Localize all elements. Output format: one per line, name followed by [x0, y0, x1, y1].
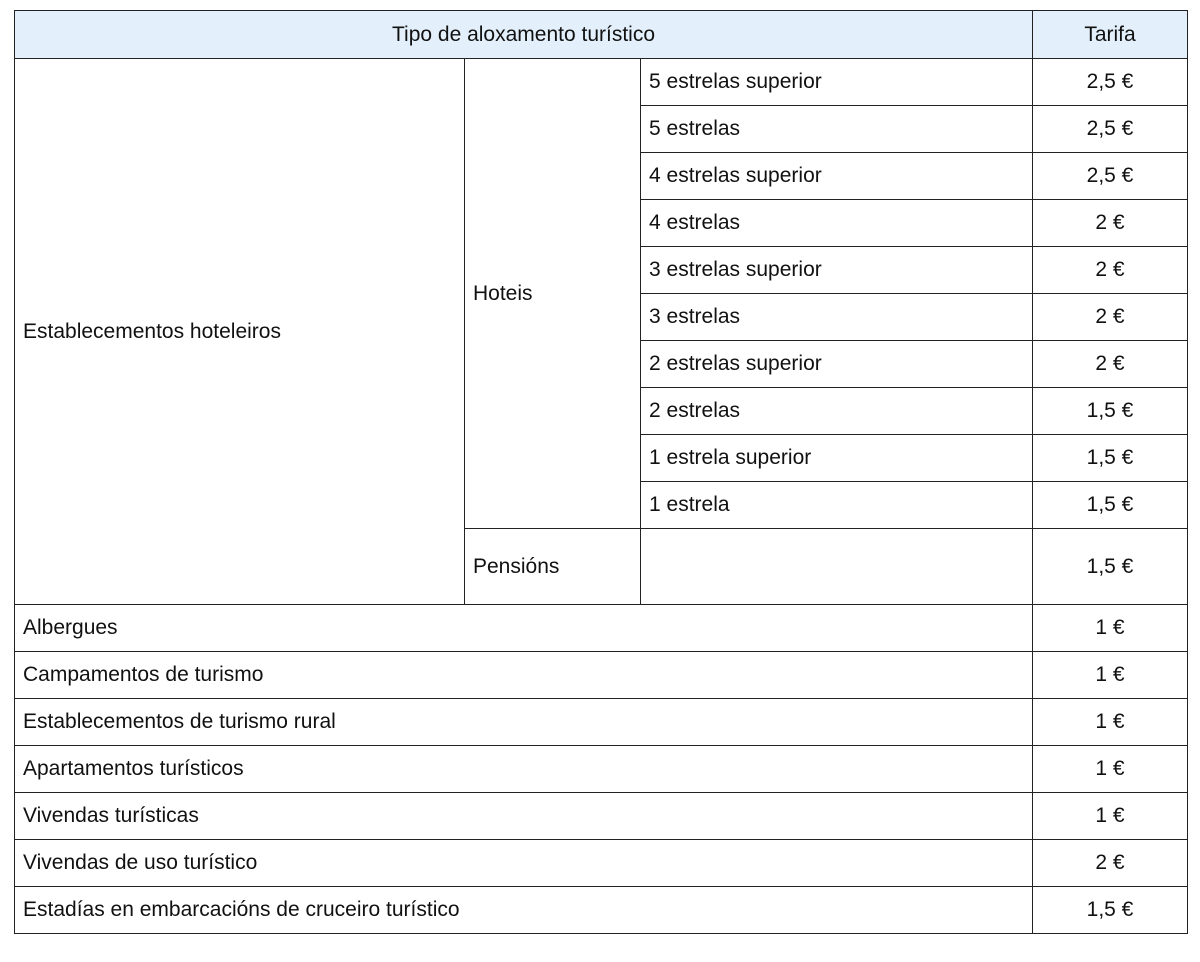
table-row	[15, 746, 1188, 793]
header-row	[15, 11, 1188, 59]
table-row	[15, 887, 1188, 934]
accommodation-type-cell: Vivendas de uso turístico	[15, 840, 1033, 887]
rate-cell: 2 €	[1033, 341, 1188, 388]
hotel-category-cell: 3 estrelas	[641, 294, 1033, 341]
pensions-cell: Pensións	[465, 529, 641, 605]
rate-cell: 2,5 €	[1033, 59, 1188, 106]
rate-cell: 2,5 €	[1033, 106, 1188, 153]
hotel-category-cell: 4 estrelas superior	[641, 153, 1033, 200]
rate-cell: 1 €	[1033, 652, 1188, 699]
rate-cell: 2 €	[1033, 840, 1188, 887]
accommodation-type-cell: Campamentos de turismo	[15, 652, 1033, 699]
rate-cell: 1 €	[1033, 793, 1188, 840]
tourist-tax-rates-table	[14, 10, 1188, 934]
rate-cell: 2 €	[1033, 247, 1188, 294]
table-row	[15, 840, 1188, 887]
rate-cell: 1,5 €	[1033, 482, 1188, 529]
hotel-category-cell: 1 estrela superior	[641, 435, 1033, 482]
table-row	[15, 652, 1188, 699]
table-row	[15, 793, 1188, 840]
accommodation-type-cell: Apartamentos turísticos	[15, 746, 1033, 793]
rate-header: Tarifa	[1033, 11, 1188, 59]
hotels-cell: Hoteis	[465, 59, 641, 529]
rate-cell: 1 €	[1033, 605, 1188, 652]
hotel-category-cell: 5 estrelas	[641, 106, 1033, 153]
rate-cell: 1,5 €	[1033, 529, 1188, 605]
accommodation-type-header: Tipo de aloxamento turístico	[15, 11, 1033, 59]
accommodation-type-cell: Albergues	[15, 605, 1033, 652]
table-row	[15, 605, 1188, 652]
rate-cell: 1,5 €	[1033, 435, 1188, 482]
rate-cell: 1 €	[1033, 746, 1188, 793]
table-row	[15, 59, 1188, 106]
rate-cell: 2,5 €	[1033, 153, 1188, 200]
hotel-category-cell: 3 estrelas superior	[641, 247, 1033, 294]
rate-cell: 2 €	[1033, 200, 1188, 247]
accommodation-type-cell: Vivendas turísticas	[15, 793, 1033, 840]
hotel-establishments-cell: Establecementos hoteleiros	[15, 59, 465, 605]
hotel-category-cell: 2 estrelas	[641, 388, 1033, 435]
rate-cell: 1 €	[1033, 699, 1188, 746]
rates-table-container	[14, 10, 1188, 934]
hotel-category-cell: 1 estrela	[641, 482, 1033, 529]
rate-cell: 2 €	[1033, 294, 1188, 341]
accommodation-type-cell: Estadías en embarcacións de cruceiro turístico	[15, 887, 1033, 934]
hotel-category-cell: 5 estrelas superior	[641, 59, 1033, 106]
hotel-category-cell: 4 estrelas	[641, 200, 1033, 247]
table-row	[15, 699, 1188, 746]
rate-cell: 1,5 €	[1033, 388, 1188, 435]
accommodation-type-cell: Establecementos de turismo rural	[15, 699, 1033, 746]
hotel-category-cell: 2 estrelas superior	[641, 341, 1033, 388]
pension-category-cell	[641, 529, 1033, 605]
rate-cell: 1,5 €	[1033, 887, 1188, 934]
